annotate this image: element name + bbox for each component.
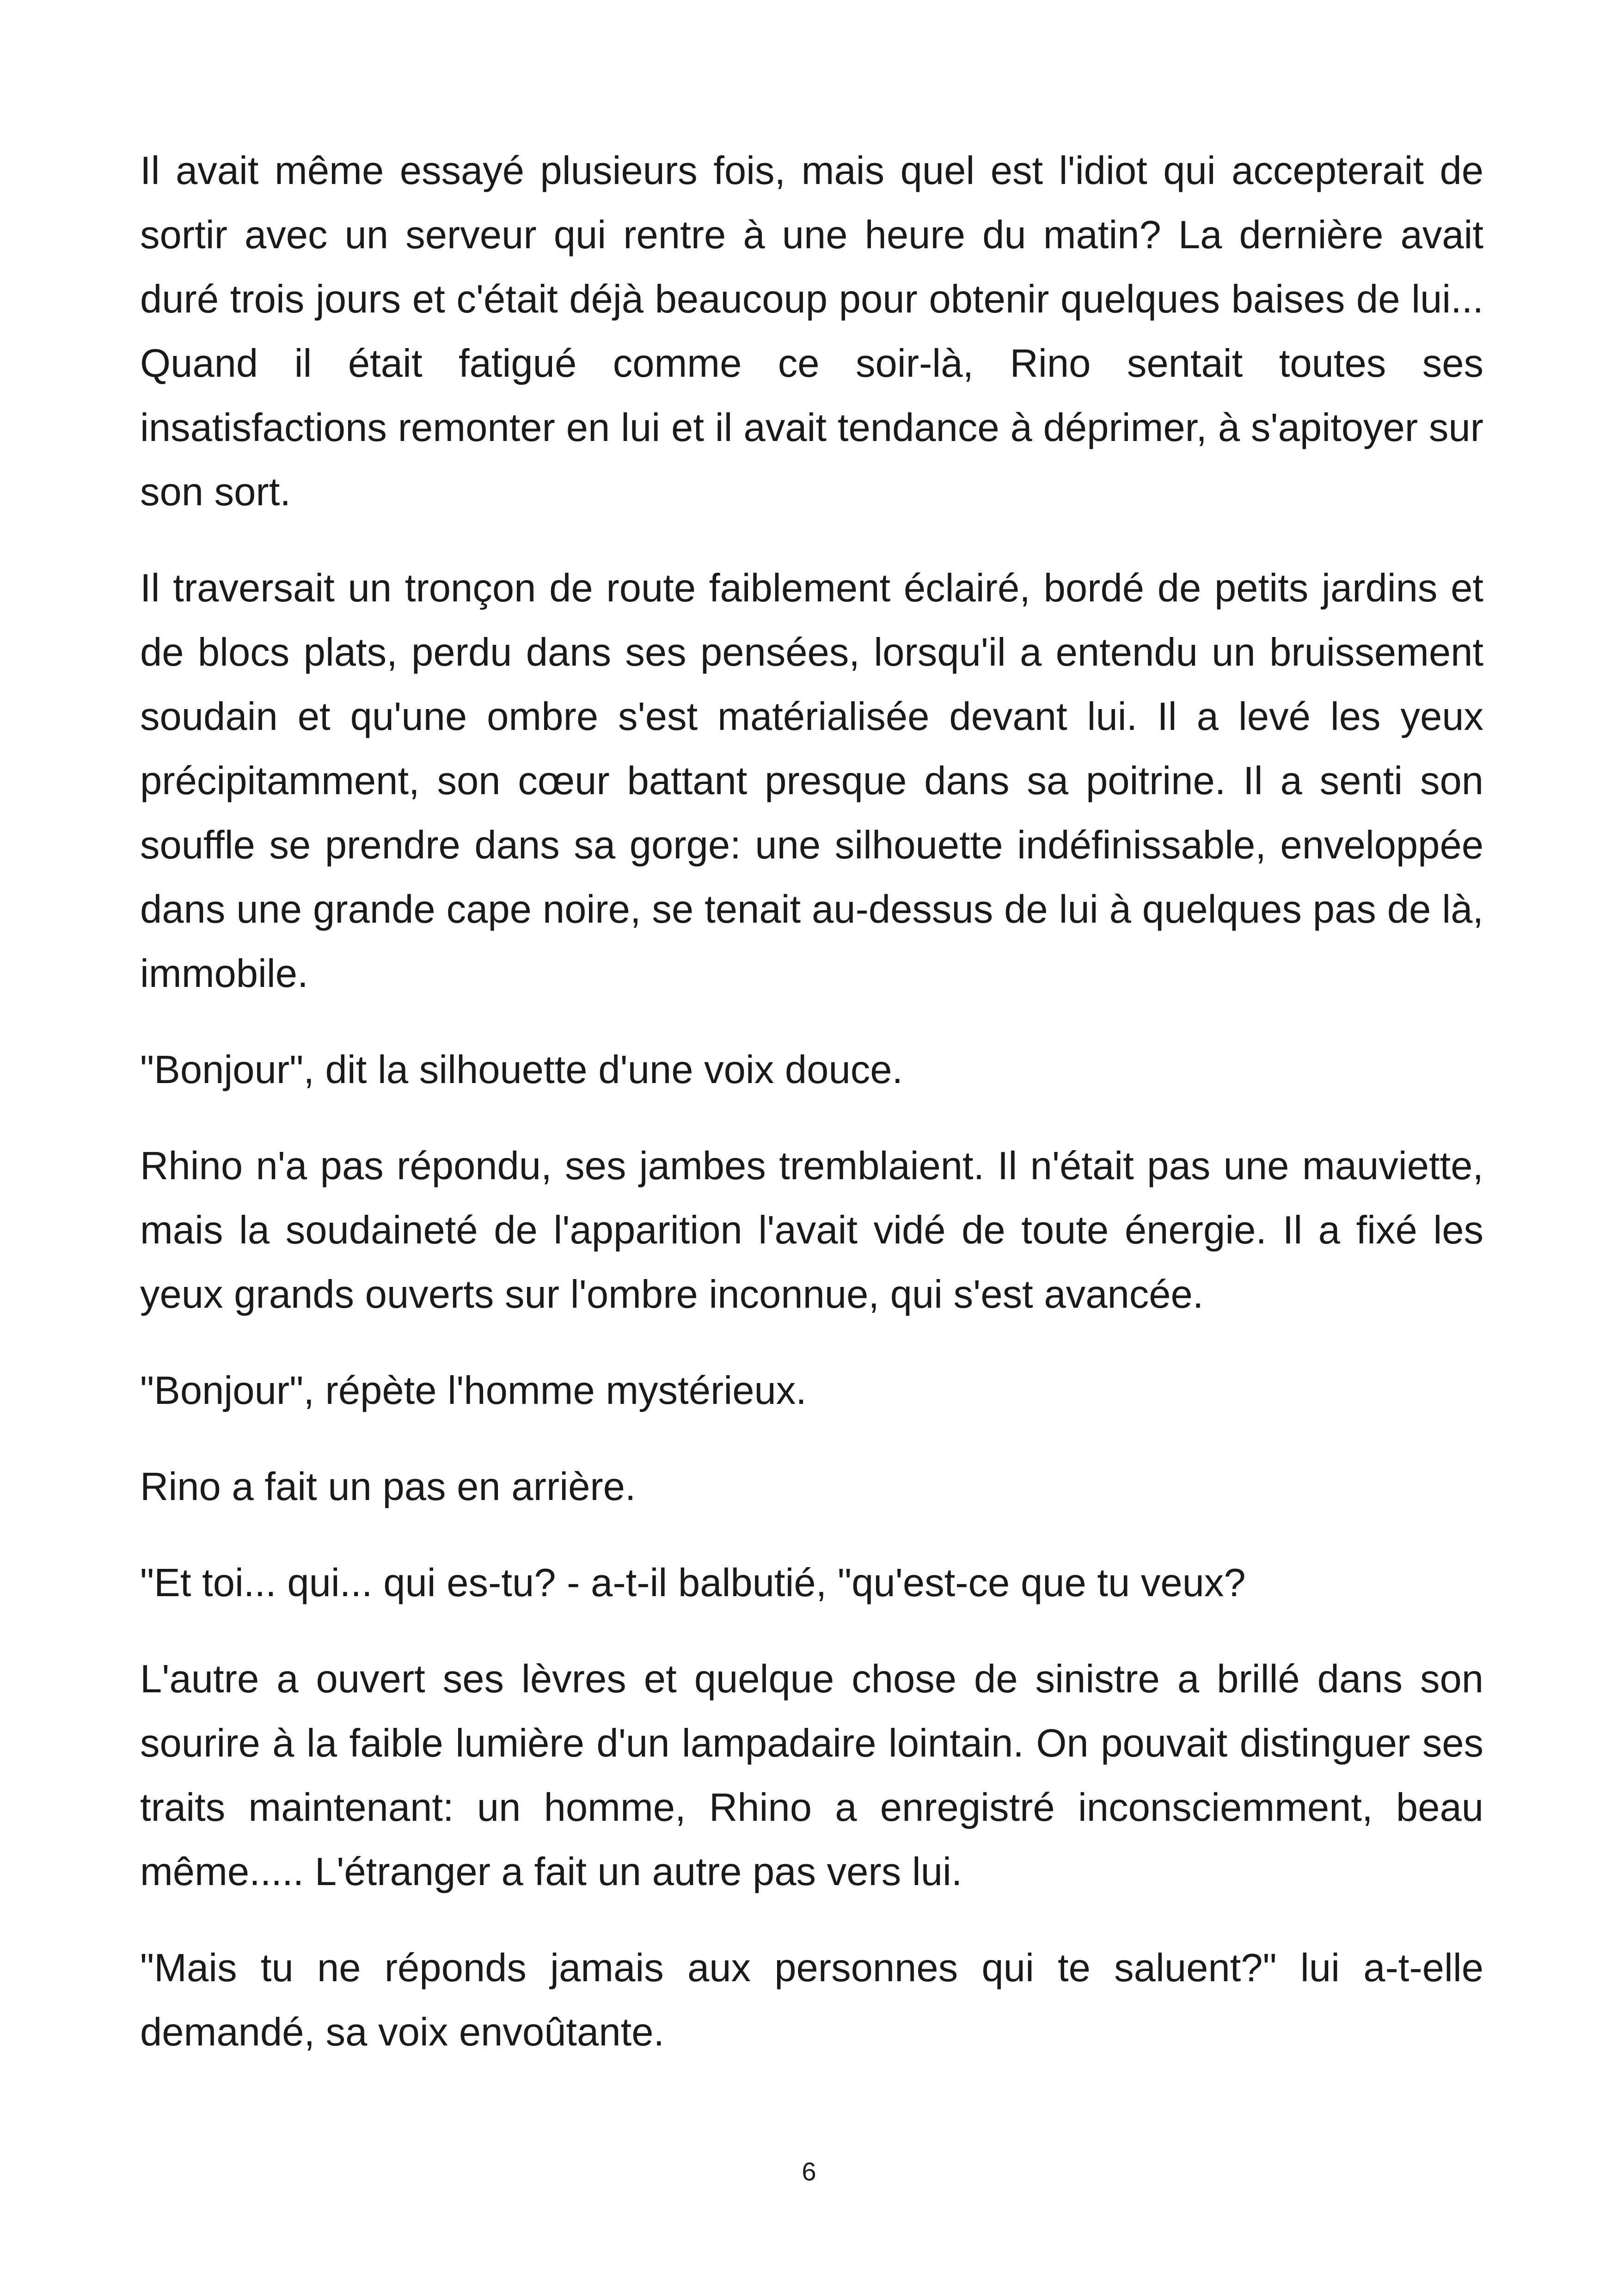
paragraph-9: "Mais tu ne réponds jamais aux personnes qui te saluent?" lui a-t-elle demandé, sa voix envoûtante.	[140, 1946, 1483, 2054]
paragraph-5: "Bonjour", répète l'homme mystérieux.	[140, 1369, 807, 1413]
paragraph-4: Rhino n'a pas répondu, ses jambes tremblaient. Il n'était pas une mauviette, mais la soudaineté de l'apparition l'avait vidé de toute énergie. Il a fixé les yeux grands ouverts sur l'ombre inconnue, qui s'est avancée.	[140, 1144, 1483, 1316]
body-text	[140, 139, 1483, 2096]
paragraph-1: Il avait même essayé plusieurs fois, mais quel est l'idiot qui accepterait de sortir avec un serveur qui rentre à une heure du matin? La dernière avait duré trois jours et c'était déjà beaucoup pour obtenir quelques baises de lui... Quand il était fatigué comme ce soir-là, Rino sentait toutes ses insatisfactions remonter en lui et il avait tendance à déprimer, à s'apitoyer sur son sort.	[140, 149, 1483, 514]
paragraph-6: Rino a fait un pas en arrière.	[140, 1465, 636, 1509]
paragraph-8: L'autre a ouvert ses lèvres et quelque chose de sinistre a brillé dans son sourire à la faible lumière d'un lampadaire lointain. On pouvait distinguer ses traits maintenant: un homme, Rhino a enregistré inconsciemment, beau même..... L'étranger a fait un autre pas vers lui.	[140, 1657, 1483, 1894]
paragraph-7: "Et toi... qui... qui es-tu? - a-t-il balbutié, "qu'est-ce que tu veux?	[140, 1561, 1246, 1605]
page-number: 6	[802, 2157, 816, 2186]
paragraph-3: "Bonjour", dit la silhouette d'une voix douce.	[140, 1048, 903, 1092]
paragraph-2: Il traversait un tronçon de route faiblement éclairé, bordé de petits jardins et de blocs plats, perdu dans ses pensées, lorsqu'il a entendu un bruissement soudain et qu'une ombre s'est matérialisée devant lui. Il a levé les yeux précipitamment, son cœur battant presque dans sa poitrine. Il a senti son souffle se prendre dans sa gorge: une silhouette indéfinissable, enveloppée dans une grande cape noire, se tenait au-dessus de lui à quelques pas de là, immobile.	[140, 566, 1483, 996]
